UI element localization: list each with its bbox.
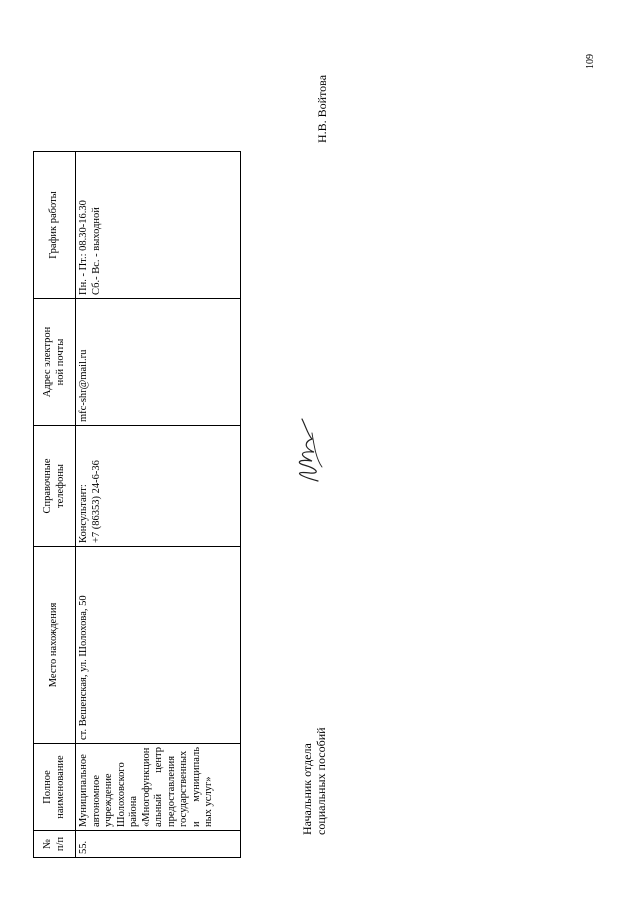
- table-header-row: [34, 152, 76, 858]
- header-location: Место нахождения: [34, 547, 76, 744]
- header-email: [34, 299, 76, 426]
- schedule-weekdays: Пн. - Пт.: 08.30-16.30: [78, 200, 89, 295]
- handwritten-signature: [288, 415, 328, 485]
- cell-email: mfc-shr@mail.ru: [76, 299, 241, 426]
- header-full-name-line1: Полное: [42, 770, 53, 804]
- signature-title-line2: социальных пособий: [314, 727, 328, 835]
- page-number: 109: [585, 54, 596, 69]
- header-email-line2: ной почты: [54, 338, 66, 386]
- phone-number: +7 (86353) 24-6-36: [90, 460, 102, 543]
- header-phones: [34, 426, 76, 547]
- signature-title-line1: Начальник отдела: [300, 743, 314, 835]
- signature-title: [300, 727, 328, 835]
- schedule-weekend: Сб.- Вс. - выходной: [90, 207, 102, 295]
- header-full-name-line2: наименование: [54, 755, 66, 819]
- header-email-line1: Адрес электрон: [42, 326, 53, 398]
- cell-full-name: Муниципальное автономное учреждение Шолоховского района «Многофункцион альный центр предоставления государственных и муниципаль ных услуг»: [76, 744, 241, 831]
- cell-location: ст. Вешенская, ул. Шолохова, 50: [76, 547, 241, 744]
- institutions-table: [33, 151, 241, 858]
- table-row: [76, 152, 241, 858]
- header-phones-line2: телефоны: [54, 464, 66, 509]
- header-phones-line1: Справочные: [42, 458, 53, 514]
- cell-phones: [76, 426, 241, 547]
- cell-schedule: [76, 152, 241, 299]
- header-full-name: [34, 744, 76, 831]
- header-schedule: График работы: [34, 152, 76, 299]
- header-number: № п/п: [34, 831, 76, 858]
- phone-label: Консультант:: [78, 484, 89, 543]
- cell-number: 55.: [76, 831, 241, 858]
- signer-name: Н.В. Войтова: [315, 74, 329, 143]
